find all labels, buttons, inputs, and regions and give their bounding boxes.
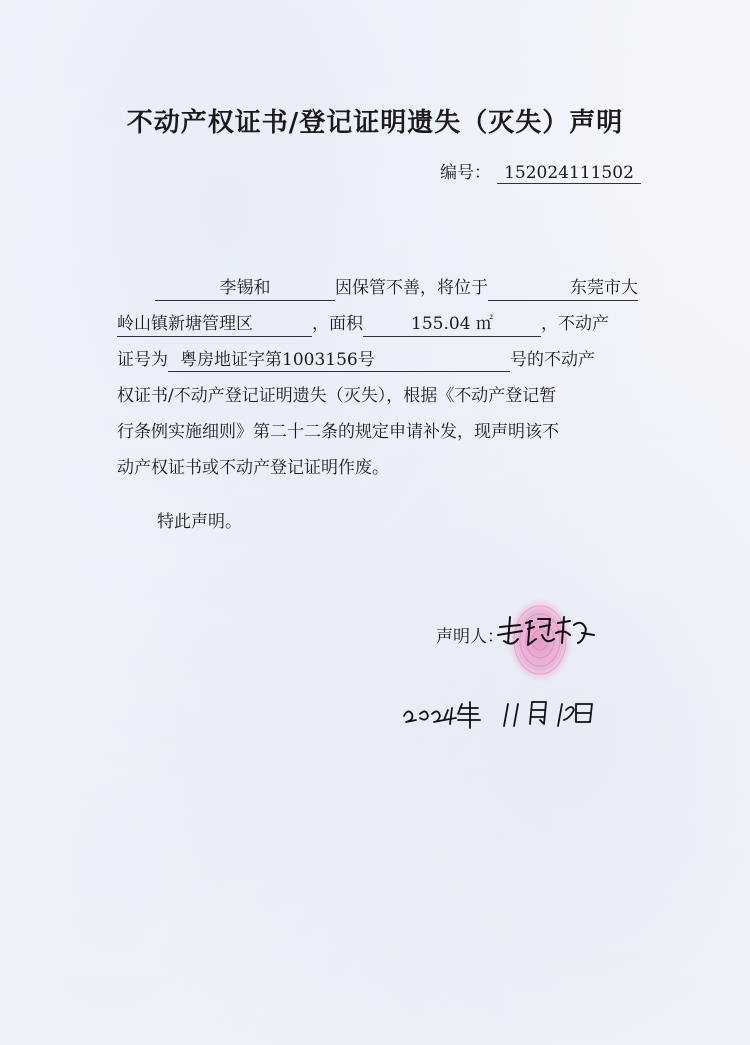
location-part-1: 东莞市大 bbox=[488, 276, 638, 301]
statement-line-4: 权证书/不动产登记证明遗失（灭失），根据《不动产登记暂 bbox=[117, 386, 557, 406]
statement-line-1 bbox=[117, 270, 637, 306]
handwritten-date bbox=[400, 690, 610, 730]
statement-text-2: ，面积 bbox=[312, 314, 363, 334]
statement-line-3 bbox=[117, 342, 637, 378]
handwritten-signature bbox=[490, 605, 600, 665]
owner-name: 李锡和 bbox=[155, 276, 335, 301]
document-title: 不动产权证书/登记证明遗失（灭失）声明 bbox=[126, 108, 624, 138]
statement-line-2 bbox=[117, 306, 637, 342]
statement-text-4: 证号为 bbox=[117, 350, 168, 370]
closing-text: 特此声明。 bbox=[157, 512, 242, 532]
statement-text-1: 因保管不善，将位于 bbox=[335, 278, 488, 298]
certificate-number: 粤房地证字第1003156号 bbox=[168, 348, 510, 372]
number-label: 编号： bbox=[440, 163, 491, 183]
area-value: 155.04 ㎡ bbox=[363, 312, 541, 337]
number-value: 152024111502 bbox=[497, 163, 641, 184]
statement-text-5: 号的不动产 bbox=[510, 350, 595, 370]
declarant-label: 声明人： bbox=[436, 627, 504, 647]
location-part-2: 岭山镇新塘管理区 bbox=[117, 312, 312, 337]
statement-body bbox=[117, 270, 637, 486]
document-number bbox=[440, 158, 641, 184]
statement-text-3: ，不动产 bbox=[541, 314, 609, 334]
statement-line-5: 行条例实施细则》第二十二条的规定申请补发，现声明该不 bbox=[117, 422, 559, 442]
statement-line-6: 动产权证书或不动产登记证明作废。 bbox=[117, 458, 389, 478]
